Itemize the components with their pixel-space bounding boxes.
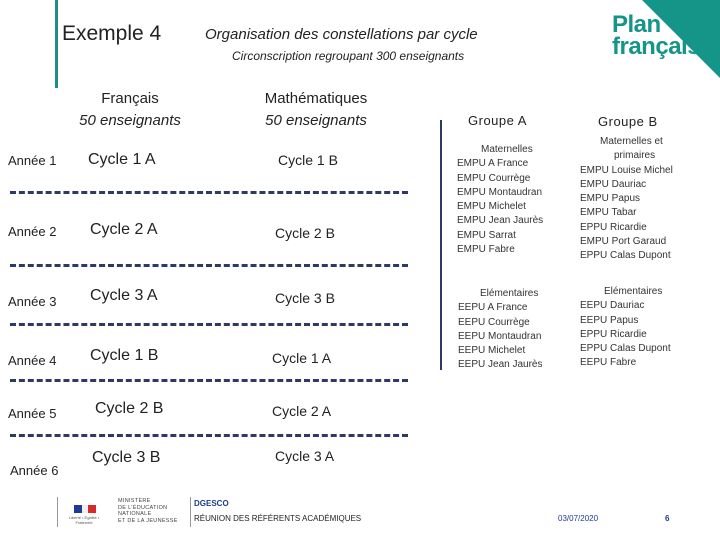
footer-divider	[190, 497, 191, 527]
row-francais-cycle: Cycle 1 B	[90, 347, 159, 364]
list-item: EEPU Michelet	[458, 345, 526, 357]
list-item: EPPU Ricardie	[580, 221, 647, 233]
row-divider	[10, 379, 408, 382]
groupe-a-maternelles	[457, 143, 543, 257]
row-year: Année 1	[8, 153, 57, 168]
ministry-line: DE L'ÉDUCATION	[118, 504, 168, 511]
groupe-b-title: Groupe B	[598, 114, 658, 129]
logo-line-1: Plan	[612, 11, 661, 38]
groupe-b-maternelles-title-1: Maternelles et	[600, 136, 663, 147]
logo-line-2: français	[612, 33, 701, 60]
groupe-b-maternelles-title-2: primaires	[614, 150, 656, 162]
francais-count: 50 enseignants	[79, 112, 181, 129]
ministry-line: ET DE LA JEUNESSE	[118, 517, 178, 524]
groupe-b-elementaires-title: Elémentaires	[604, 286, 663, 297]
ministry-line: MINISTÈRE	[118, 498, 151, 504]
flag-caption: Liberté • Égalité • Fraternité	[68, 515, 100, 525]
list-item: EPPU Ricardie	[580, 328, 647, 340]
maths-header	[236, 88, 396, 132]
list-item: EMPU Montaudran	[457, 186, 543, 198]
row-year: Année 5	[8, 406, 57, 421]
list-item: EMPU Dauriac	[580, 178, 647, 190]
row-divider	[10, 264, 408, 267]
list-item: EEPU Dauriac	[580, 300, 645, 312]
page-subtitle: Circonscription regroupant 300 enseignants	[232, 49, 465, 63]
row-divider	[10, 434, 408, 437]
list-item: EMPU Papus	[580, 193, 641, 205]
groupe-a-elementaires-title: Elémentaires	[480, 288, 539, 299]
list-item: EMPU Port Garaud	[580, 236, 667, 248]
row-francais-cycle: Cycle 3 A	[90, 287, 158, 304]
list-item: EEPU Jean Jaurès	[458, 359, 543, 371]
list-item: EMPU A France	[457, 158, 529, 170]
ministry-logo-text	[118, 498, 188, 524]
footer-dgesco: DGESCO	[194, 499, 229, 508]
row-francais-cycle: Cycle 2 B	[95, 400, 164, 417]
row-francais-cycle: Cycle 1 A	[88, 151, 156, 168]
page-title: Organisation des constellations par cycle	[205, 26, 478, 43]
footer-date: 03/07/2020	[558, 514, 599, 523]
row-year: Année 4	[8, 353, 57, 368]
row-year: Année 2	[8, 224, 57, 239]
row-francais-cycle: Cycle 2 A	[90, 221, 158, 238]
row-francais-cycle: Cycle 3 B	[92, 449, 161, 466]
list-item: EEPU Papus	[580, 314, 639, 326]
groupe-a-title: Groupe A	[468, 113, 527, 128]
republique-francaise-logo	[66, 501, 102, 523]
list-item: EMPU Fabre	[457, 244, 515, 256]
row-maths-cycle: Cycle 1 A	[272, 350, 332, 366]
list-item: EPPU Calas Dupont	[580, 343, 671, 355]
page-number: 6	[665, 514, 670, 523]
groupe-a-maternelles-title: Maternelles	[481, 144, 533, 155]
row-maths-cycle: Cycle 2 A	[272, 403, 332, 419]
footer-meeting: RÉUNION DES RÉFÉRENTS ACADÉMIQUES	[194, 514, 362, 523]
accent-bar	[55, 0, 58, 88]
list-item: EMPU Louise Michel	[580, 164, 673, 176]
groupe-b-maternelles	[580, 135, 673, 264]
row-year: Année 3	[8, 294, 57, 309]
list-item: EMPU Tabar	[580, 207, 637, 219]
ministry-line: NATIONALE	[118, 511, 152, 517]
example-title: Exemple 4	[62, 22, 162, 45]
row-divider	[10, 323, 408, 326]
row-maths-cycle: Cycle 2 B	[275, 225, 335, 241]
list-item: EEPU Fabre	[580, 357, 637, 369]
footer-divider-left	[57, 497, 58, 527]
row-maths-cycle: Cycle 3 B	[275, 290, 335, 306]
row-divider	[10, 191, 408, 194]
list-item: EPPU Calas Dupont	[580, 250, 671, 262]
row-maths-cycle: Cycle 3 A	[275, 448, 335, 464]
list-item: EMPU Courrège	[457, 172, 531, 184]
plan-francais-logo	[612, 11, 701, 60]
maths-count: 50 enseignants	[265, 112, 367, 129]
list-item: EEPU Courrège	[458, 316, 530, 328]
francais-title: Français	[101, 90, 159, 107]
francais-header	[60, 88, 200, 132]
row-maths-cycle: Cycle 1 B	[278, 152, 338, 168]
groupe-b-elementaires	[580, 285, 671, 371]
row-year: Année 6	[10, 463, 59, 478]
maths-title: Mathématiques	[264, 90, 368, 107]
vertical-divider	[440, 120, 442, 370]
groupe-a-elementaires	[458, 287, 543, 373]
list-item: EEPU Montaudran	[458, 330, 542, 342]
list-item: EMPU Michelet	[457, 201, 526, 213]
list-item: EMPU Jean Jaurès	[457, 215, 544, 227]
list-item: EEPU A France	[458, 302, 528, 314]
list-item: EMPU Sarrat	[457, 229, 516, 241]
